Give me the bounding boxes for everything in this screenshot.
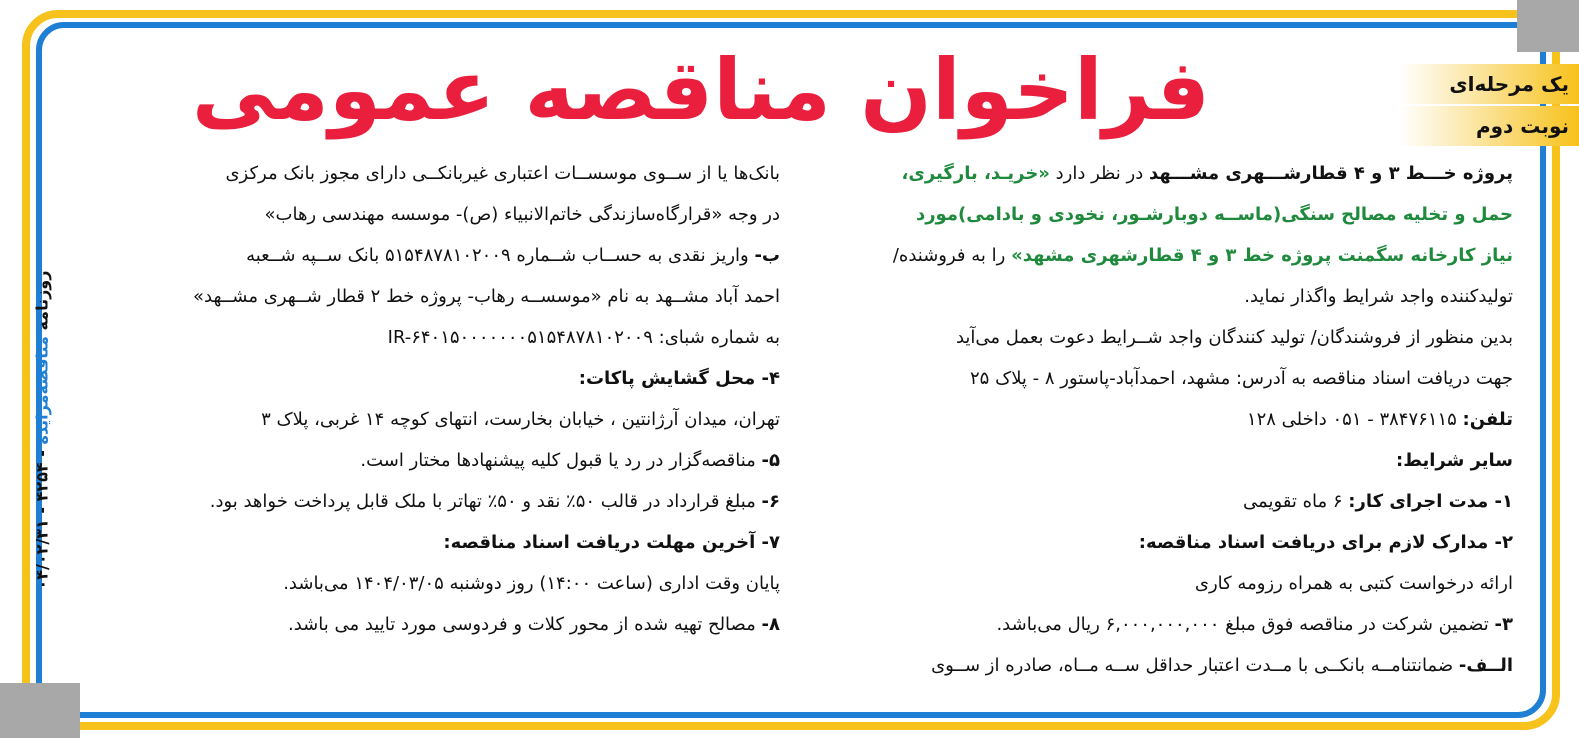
corner-block-top-right xyxy=(1517,0,1579,52)
left-line-4: احمد آباد مشــهد به نام «موسســه رهاب- پروژه خط ۲ قطار شــهری مشــهد» xyxy=(193,286,780,307)
intro-line-4: تولیدکننده واجد شرایط واگذار نماید. xyxy=(1244,286,1513,307)
section-7-heading: ۷- آخرین مهلت دریافت اسناد مناقصه: xyxy=(443,532,780,553)
newspaper-credit xyxy=(33,271,52,590)
section-8: ۸- مصالح تهیه شده از محور کلات و فردوسی مورد تایید می باشد. xyxy=(288,614,780,635)
corner-block-bottom-left xyxy=(0,683,80,738)
left-line-be: ب- واریز نقدی به حســاب شــماره ۵۱۵۴۸۷۸۱۰۲۰۰۹ بانک ســپه شــعبه xyxy=(246,245,780,266)
deadline-line: پایان وقت اداری (ساعت ۱۴:۰۰) روز دوشنبه ۱۴۰۴/۰۳/۰۵ می‌باشد. xyxy=(283,573,780,594)
condition-1: ۱- مدت اجرای کار: ۶ ماه تقویمی xyxy=(1243,491,1513,512)
phone-line: تلفن: ۳۸۴۷۶۱۱۵ - ۰۵۱ داخلی ۱۲۸ xyxy=(1246,409,1513,430)
address-line: جهت دریافت اسناد مناقصه به آدرس: مشهد، احمدآباد-پاستور ۸ - پلاک ۲۵ xyxy=(970,368,1513,389)
section-4-heading: ۴- محل گشایش پاکات: xyxy=(578,368,780,389)
newspaper-strip xyxy=(24,270,60,590)
left-column xyxy=(90,153,780,645)
other-conditions-heading: سایر شرایط: xyxy=(1396,450,1513,471)
newspaper-prefix: روزنامه xyxy=(32,270,52,331)
intro-line-2: حمل و تخلیه مصالح سنگی(ماســه دوبارشـور، نخودی و بادامی)مورد xyxy=(915,204,1513,225)
notice-title: فراخوان مناقصه عمومی xyxy=(191,41,1210,139)
intro-line-1: پروژه خـــط ۳ و ۴ قطارشـــهری مشـــهد در نظر دارد «خریـد، بارگیری، xyxy=(901,163,1513,184)
round-tag: نوبت دوم xyxy=(1399,106,1579,146)
issue-info: - ۴۲۵۴ - ۰۴/۰۲/۳۱ xyxy=(32,450,52,590)
condition-alef: الــف- ضمانتنامــه بانکــی با مــدت اعتبار حداقل ســه مــاه، صادره از ســوی xyxy=(931,655,1513,676)
left-line-1: بانک‌ها یا از ســوی موسســات اعتباری غیربانکــی دارای مجوز بانک مرکزی xyxy=(225,163,780,184)
condition-2-text: ارائه درخواست کتبی به همراه رزومه کاری xyxy=(1194,573,1513,594)
stage-tag: یک مرحله‌ای xyxy=(1399,64,1579,104)
condition-3: ۳- تضمین شرکت در مناقصه فوق مبلغ ۶,۰۰۰,۰۰۰,۰۰۰ ریال می‌باشد. xyxy=(996,614,1513,635)
right-column xyxy=(823,153,1513,686)
invite-line: بدین منظور از فروشندگان/ تولید کنندگان واجد شــرایط دعوت بعمل می‌آید xyxy=(955,327,1513,348)
sheba-line: به شماره شبای: IR-۶۴۰۱۵۰۰۰۰۰۰۰۵۱۵۴۸۷۸۱۰۲۰۰۹ xyxy=(387,327,780,348)
left-line-2: در وجه «قرارگاه‌سازندگی خاتم‌الانبیاء (ص)- موسسه مهندسی رهاب» xyxy=(264,204,780,225)
condition-2-heading: ۲- مدارک لازم برای دریافت اسناد مناقصه: xyxy=(1138,532,1513,553)
section-6: ۶- مبلغ قرارداد در قالب ۵۰٪ نقد و ۵۰٪ تهاتر با ملک قابل پرداخت خواهد بود. xyxy=(209,491,780,512)
intro-line-3: نیاز کارخانه سگمنت پروژه خط ۳ و ۴ قطارشهری مشهد» را به فروشنده/ xyxy=(892,245,1513,266)
newspaper-logo: مناقصه‌مزایده xyxy=(32,336,52,445)
opening-address: تهران، میدان آرژانتین ، خیابان بخارست، انتهای کوچه ۱۴ غربی، پلاک ۳ xyxy=(261,409,780,430)
section-5: ۵- مناقصه‌گزار در رد یا قبول کلیه پیشنهادها مختار است. xyxy=(360,450,780,471)
